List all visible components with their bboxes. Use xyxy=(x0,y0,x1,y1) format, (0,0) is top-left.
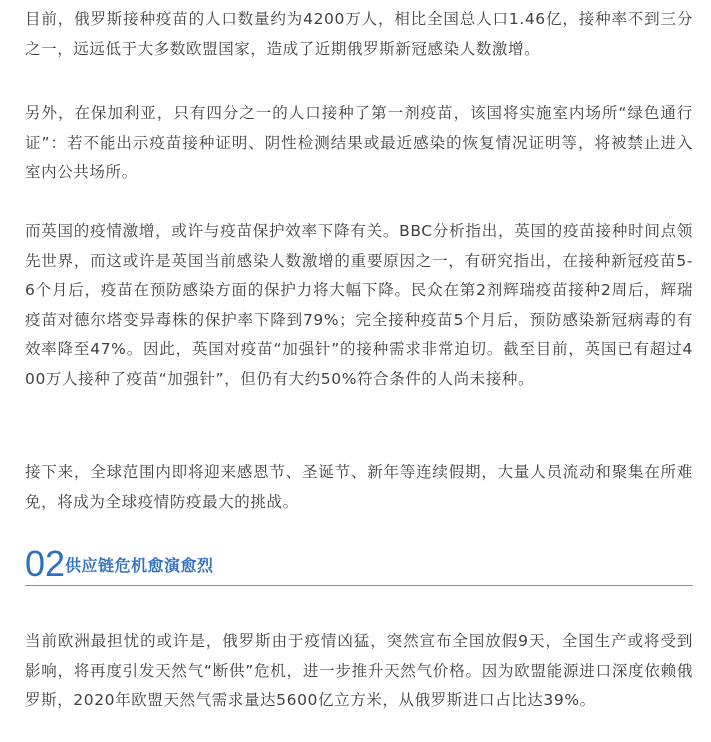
paragraph-europe-gas-crisis: 当前欧洲最担忧的或许是，俄罗斯由于疫情凶猛，突然宣布全国放假9天，全国生产或将受到影响，将再度引发天然气“断供”危机，进一步推升天然气价格。因为欧盟能源进口深度依赖俄罗斯，2020年欧盟天然气需求量达5600亿立方米，从俄罗斯进口占比达39%。 xyxy=(25,632,693,709)
paragraph-holiday-challenge: 接下来，全球范围内即将迎来感恩节、圣诞节、新年等连续假期，大量人员流动和聚集在所难免，将成为全球疫情防疫最大的挑战。 xyxy=(25,463,693,511)
section-heading xyxy=(25,543,693,586)
paragraph-uk-vaccine-efficacy: 而英国的疫情激增，或许与疫苗保护效率下降有关。BBC分析指出，英国的疫苗接种时间点领先世界，而这或许是英国当前感染人数激增的重要原因之一，有研究指出，在接种新冠疫苗5-6个月后，疫苗在预防感染方面的保护力将大幅下降。民众在第2剂辉瑞疫苗接种2周后，辉瑞疫苗对德尔塔变异毒株的保护率下降到79%；完全接种疫苗5个月后，预防感染新冠病毒的有效率降至47%。因此，英国对疫苗“加强针”的接种需求非常迫切。截至目前，英国已有超过400万人接种了疫苗“加强针”，但仍有大约50%符合条件的人尚未接种。 xyxy=(25,222,693,388)
section-title: 供应链危机愈演愈烈 xyxy=(65,556,214,575)
paragraph-bulgaria-green-pass: 另外，在保加利亚，只有四分之一的人口接种了第一剂疫苗，该国将实施室内场所“绿色通行证”：若不能出示疫苗接种证明、阴性检测结果或最近感染的恢复情况证明等，将被禁止进入室内公共场所。 xyxy=(25,104,693,181)
section-number: 02 xyxy=(25,543,66,584)
paragraph-russia-vaccination: 目前，俄罗斯接种疫苗的人口数量约为4200万人，相比全国总人口1.46亿，接种率不到三分之一，远远低于大多数欧盟国家，造成了近期俄罗斯新冠感染人数激增。 xyxy=(25,10,693,58)
